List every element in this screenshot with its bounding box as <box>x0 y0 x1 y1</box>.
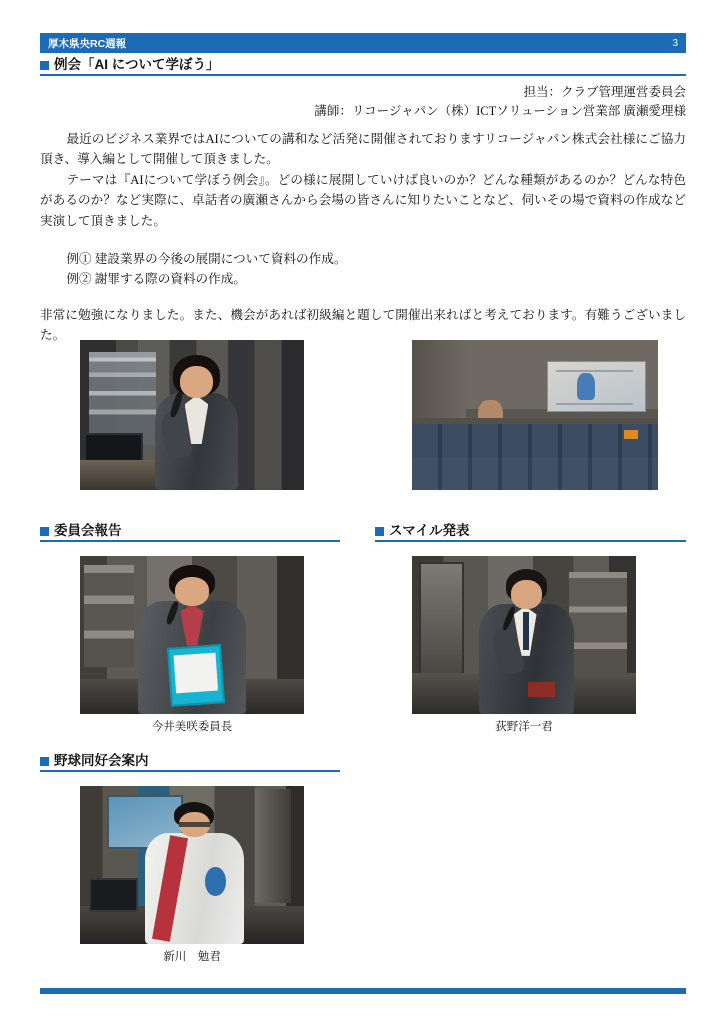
newsletter-title: 厚木県央RC週報 <box>48 37 127 50</box>
page-number: 3 <box>672 37 678 49</box>
example-item-2: 例② 謝罪する際の資料の作成。 <box>66 272 246 287</box>
page-header-bar <box>40 33 686 53</box>
photo-baseball-club-announcement <box>80 786 304 944</box>
paragraph-line-2: テーマは『AIについて学ぼう例会』。どの様に展開していけば良いのか？どんな種類があるのか？どんな特色があるのか？など実際に、卓話者の廣瀬さんから会場の皆さんに知りたいことなど、伺いその場で資料の作成など実演して頂きました。 <box>40 172 686 228</box>
section-heading-smile <box>375 524 686 542</box>
section-heading-committee-label: 委員会報告 <box>54 523 122 538</box>
section-heading-baseball-club <box>40 754 340 772</box>
page-footer-bar <box>40 988 686 994</box>
example-item-1: 例① 建設業界の今後の展開について資料の作成。 <box>66 252 347 266</box>
photo-meeting-room-screen <box>412 340 658 490</box>
body-example-list <box>40 249 686 290</box>
credits-block <box>40 83 686 122</box>
blue-square-bullet-icon <box>40 61 49 70</box>
closing-line: 非常に勉強になりました。また、機会があれば初級編と題して開催出来ればと考えております。有難うございました。 <box>40 308 686 343</box>
section-heading-committee-report <box>40 524 340 542</box>
section-heading-main-label: 例会「AI について学ぼう」 <box>54 57 220 72</box>
photo-caption-committee-chair: 今井美咲委員長 <box>151 721 233 733</box>
photo-caption-smile-presenter: 荻野洋一君 <box>495 721 553 733</box>
credit-line-lecturer: 講師：リコージャパン（株）ICTソリューション営業部 廣瀬愛理様 <box>314 104 686 119</box>
photo-smile-presenter-speaking <box>412 556 636 714</box>
body-paragraph-intro <box>40 129 686 231</box>
paragraph-line-1: 最近のビジネス業界ではAIについての講和など活発に開催されておりますリコージャパン株式会社様にご協力頂き、導入編として開催して頂きました。 <box>40 132 686 167</box>
blue-square-bullet-icon <box>375 527 384 536</box>
blue-square-bullet-icon <box>40 527 49 536</box>
section-heading-baseball-label: 野球同好会案内 <box>54 753 149 768</box>
photo-caption-baseball-club: 新川 勉君 <box>163 951 221 963</box>
photo-lecturer-speaking <box>80 340 304 490</box>
blue-square-bullet-icon <box>40 757 49 766</box>
photo-committee-chair-speaking <box>80 556 304 714</box>
section-heading-smile-label: スマイル発表 <box>389 523 470 538</box>
section-heading-main-meeting <box>40 58 686 76</box>
credit-line-organizer: 担当：クラブ管理運営委員会 <box>523 85 686 99</box>
